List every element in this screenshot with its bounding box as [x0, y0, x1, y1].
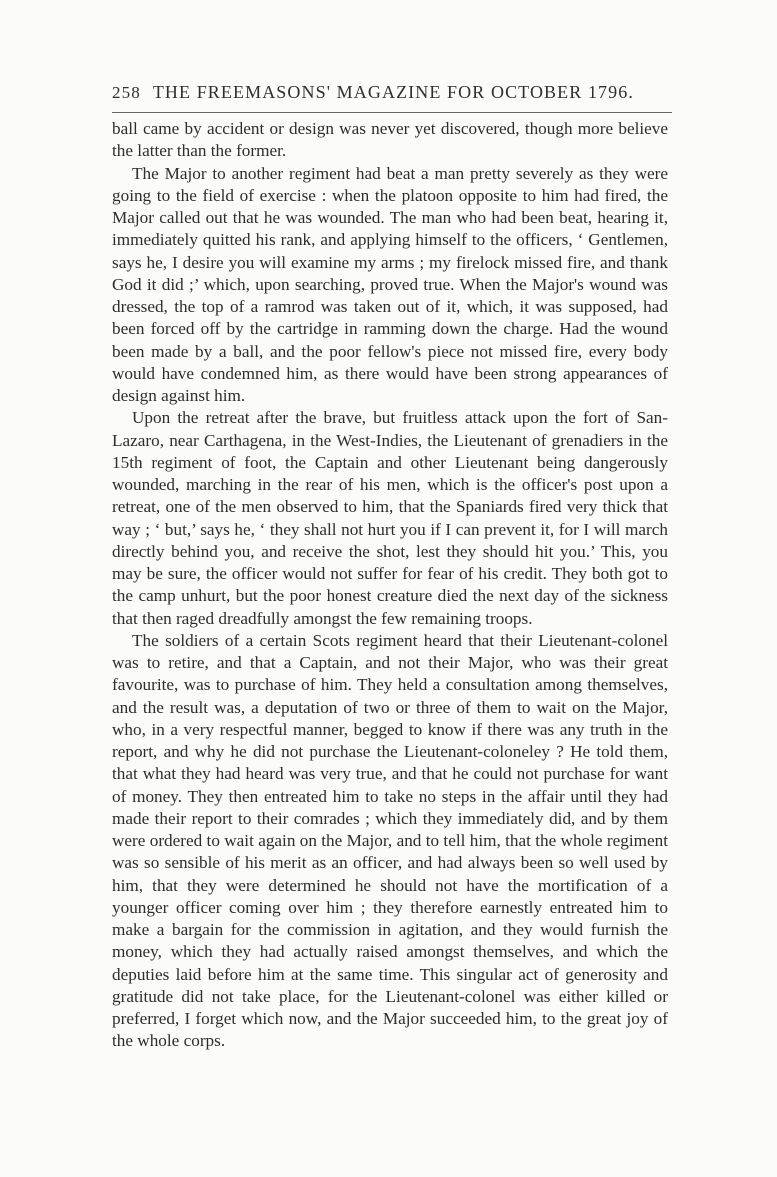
paragraph-3: Upon the retreat after the brave, but fruitless attack upon the fort of San-Lazaro, near Carthagena, in the West-Indies, the Lieutenant of grenadiers in the 15th regiment of foot, the Captain and other Lieutenant being dangerously wounded, marching in the rear of his men, which is the officer's post upon a retreat, one of the men observed to him, that the Spaniards fired very thick that way ; ‘ but,’ says he, ‘ they shall not hurt you if I can prevent it, for I will march directly behind you, and receive the shot, lest they should hit you.’ This, you may be sure, the officer would not suffer for fear of his credit. They both got to the camp unhurt, but the poor honest creature died the next day of the sickness that then raged dreadfully amongst the few remaining troops.	[112, 408, 668, 628]
running-title: THE FREEMASONS' MAGAZINE FOR OCTOBER 1796.	[152, 82, 634, 102]
paragraph-4: The soldiers of a certain Scots regiment heard that their Lieutenant-colonel was to retire, and that a Captain, and not their Major, who was their great favourite, was to purchase of him. They held a consultation among themselves, and the result was, a deputation of two or three of them to wait on the Major, who, in a very respectful manner, begged to know if there was any truth in the report, and why he did not purchase the Lieutenant-coloneley ? He told them, that what they had heard was very true, and that he could not purchase for want of money. They then entreated him to take no steps in the affair until they had made their report to their comrades ; which they immediately did, and by them were ordered to wait again on the Major, and to tell him, that the whole regiment was so sensible of his merit as an officer, and had always been so well used by him, that they were determined he should not have the mortification of a younger officer coming over him ; they therefore earnestly entreated him to make a bargain for the commission in agitation, and they would furnish the money, which they had actually raised amongst themselves, and which the deputies laid before him at the same time. This singular act of generosity and gratitude did not take place, for the Lieutenant-colonel was either killed or preferred, I forget which now, and the Major succeeded him, to the great joy of the whole corps.	[112, 630, 668, 1051]
running-header	[112, 82, 672, 108]
paragraph-2: The Major to another regiment had beat a man pretty severely as they were going to the field of exercise : when the platoon opposite to him had fired, the Major called out that he was wounded. The man who had been beat, hearing it, immediately quitted his rank, and applying himself to the officers, ‘ Gentlemen, says he, I desire you will examine my arms ; my firelock missed fire, and thank God it did ;’ which, upon searching, proved true. When the Major's wound was dressed, the top of a ramrod was taken out of it, which, it was supposed, had been forced off by the cartridge in ramming down the charge. Had the wound been made by a ball, and the poor fellow's piece not missed fire, every body would have condemned him, as there would have been strong appearances of design against him.	[112, 163, 668, 405]
article-body	[112, 118, 668, 1053]
paragraph-1: ball came by accident or design was never yet discovered, though more believe the latter than the former.	[112, 119, 668, 161]
page-number: 258	[112, 83, 141, 102]
header-rule	[112, 112, 672, 113]
